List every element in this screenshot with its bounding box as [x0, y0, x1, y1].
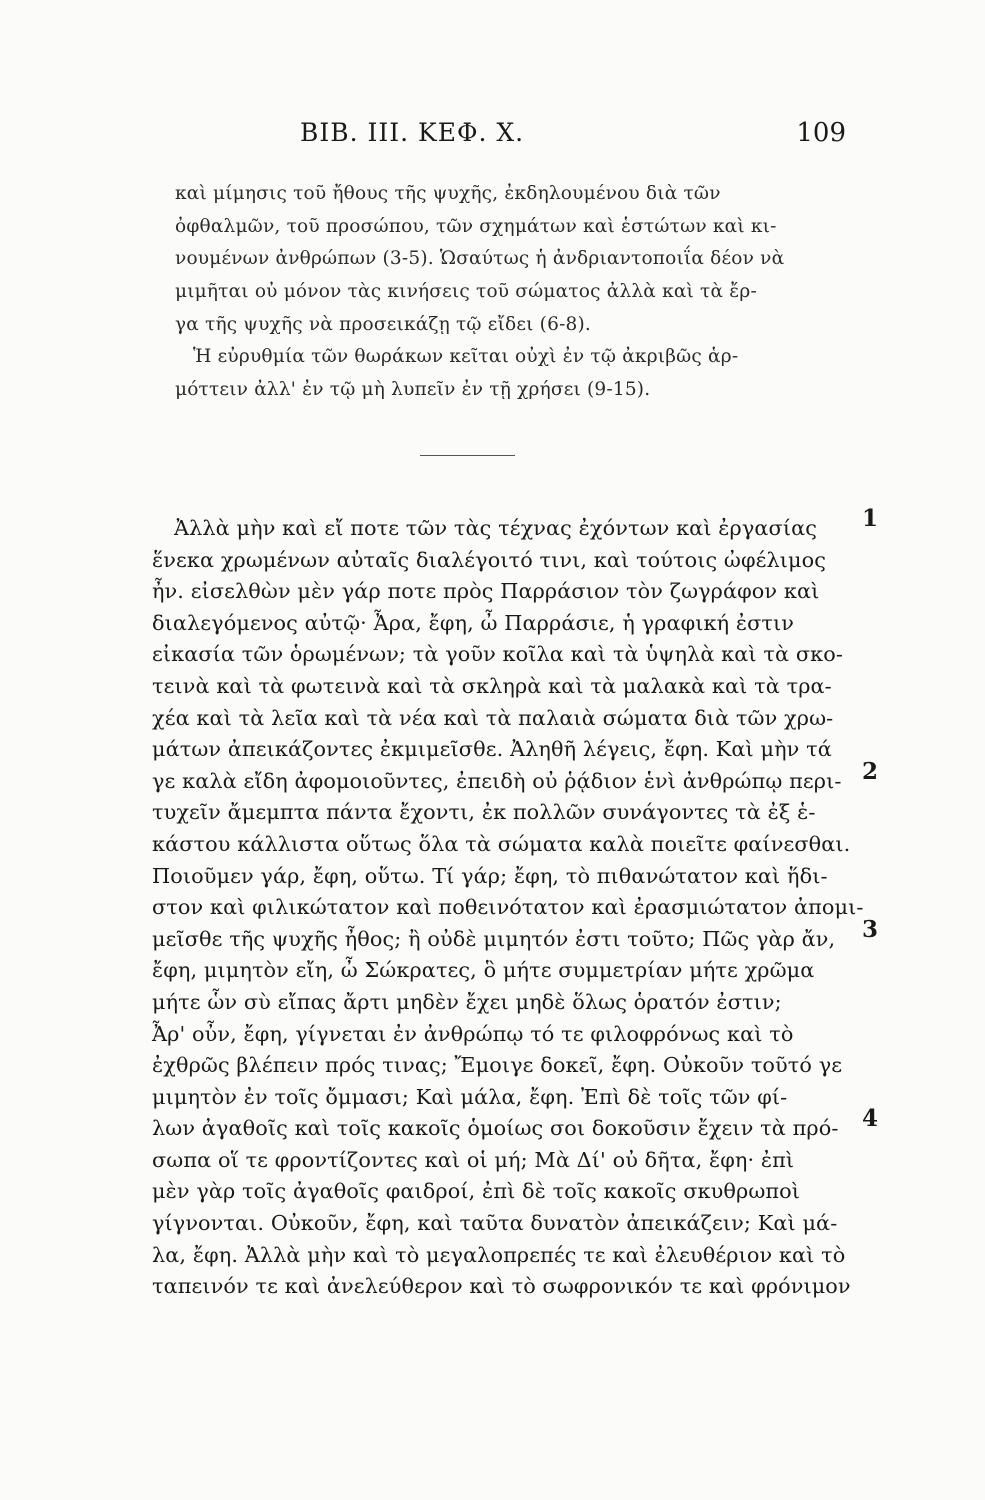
- text-line: μήτε ὧν σὺ εἴπας ἄρτι μηδὲν ἔχει μηδὲ ὅλως ὁρατόν ἐστιν;: [152, 989, 782, 1014]
- text-line: Ποιοῦμεν γάρ, ἔφη, οὕτω. Τί γάρ; ἔφη, τὸ πιθανώτατον καὶ ἥδι-: [152, 863, 828, 888]
- summary-line: μόττειν ἀλλ' ἐν τῷ μὴ λυπεῖν ἐν τῇ χρήσει (9-15).: [175, 379, 651, 401]
- text-line: στον καὶ φιλικώτατον καὶ ποθεινότατον καὶ ἐρασμιώτατον ἀπομι-: [152, 895, 864, 920]
- running-header: [0, 118, 985, 158]
- section-number: 4: [862, 1105, 879, 1132]
- text-line: γε καλὰ εἴδη ἀφομοιοῦντες, ἐπειδὴ οὐ ῥᾴδιον ἑνὶ ἀνθρώπῳ περι-: [152, 768, 842, 793]
- text-line: Ἆρ' οὖν, ἔφη, γίγνεται ἐν ἀνθρώπῳ τό τε φιλοφρόνως καὶ τὸ: [152, 1021, 794, 1046]
- text-line: Ἀλλὰ μὴν καὶ εἴ ποτε τῶν τὰς τέχνας ἐχόντων καὶ ἐργασίας: [174, 516, 817, 540]
- text-line: τυχεῖν ἄμεμπτα πάντα ἔχοντι, ἐκ πολλῶν συνάγοντες τὰ ἐξ ἑ-: [152, 800, 816, 825]
- summary-line: γα τῆς ψυχῆς νὰ προσεικάζῃ τῷ εἴδει (6-8).: [175, 313, 591, 335]
- text-line: μὲν γὰρ τοῖς ἀγαθοῖς φαιδροί, ἐπὶ δὲ τοῖς κακοῖς σκυθρωποὶ: [152, 1179, 801, 1204]
- text-line: γίγνονται. Οὐκοῦν, ἔφη, καὶ ταῦτα δυνατὸν ἀπεικάζειν; Καὶ μά-: [152, 1211, 838, 1236]
- summary-line: μιμῆται οὐ μόνον τὰς κινήσεις τοῦ σώματος ἀλλὰ καὶ τὰ ἔρ-: [175, 281, 757, 303]
- text-line: διαλεγόμενος αὐτῷ· Ἆρα, ἔφη, ὦ Παρράσιε, ἡ γραφική ἐστιν: [152, 610, 795, 635]
- text-line: ἕνεκα χρωμένων αὐταῖς διαλέγοιτό τινι, καὶ τούτοις ὠφέλιμος: [152, 547, 827, 572]
- text-line: λων ἀγαθοῖς καὶ τοῖς κακοῖς ὁμοίως σοι δοκοῦσιν ἔχειν τὰ πρό-: [152, 1116, 839, 1141]
- summary-line: Ἡ εὐρυθμία τῶν θωράκων κεῖται οὐχὶ ἐν τῷ ἀκριβῶς ἁρ-: [193, 346, 739, 368]
- section-number: 3: [862, 916, 879, 943]
- text-line: ἐχθρῶς βλέπειν πρός τινας; Ἔμοιγε δοκεῖ, ἔφη. Οὐκοῦν τοῦτό γε: [152, 1053, 843, 1078]
- summary-line: καὶ μίμησις τοῦ ἤθους τῆς ψυχῆς, ἐκδηλουμένου διὰ τῶν: [175, 183, 721, 204]
- text-line: μεῖσθε τῆς ψυχῆς ἦθος; ἢ οὐδὲ μιμητόν ἐστι τοῦτο; Πῶς γὰρ ἄν,: [152, 926, 836, 951]
- text-line: κάστου κάλλιστα οὕτως ὅλα τὰ σώματα καλὰ ποιεῖτε φαίνεσθαι.: [152, 831, 851, 856]
- page-number: 109: [796, 118, 846, 148]
- text-line: τεινὰ καὶ τὰ φωτεινὰ καὶ τὰ σκληρὰ καὶ τὰ μαλακὰ καὶ τὰ τρα-: [152, 673, 832, 698]
- text-line: εἰκασία τῶν ὁρωμένων; τὰ γοῦν κοῖλα καὶ τὰ ὑψηλὰ καὶ τὰ σκο-: [152, 642, 843, 667]
- text-line: χέα καὶ τὰ λεῖα καὶ τὰ νέα καὶ τὰ παλαιὰ σώματα διὰ τῶν χρω-: [152, 705, 834, 730]
- text-line: μιμητὸν ἐν τοῖς ὄμμασι; Καὶ μάλα, ἔφη. Ἐπὶ δὲ τοῖς τῶν φί-: [152, 1084, 788, 1109]
- main-text: [152, 513, 864, 1303]
- text-line: σωπα οἵ τε φροντίζοντες καὶ οἱ μή; Μὰ Δί' οὐ δῆτα, ἔφη· ἐπὶ: [152, 1147, 795, 1172]
- chapter-summary: [175, 178, 830, 407]
- section-number: 2: [862, 758, 879, 785]
- summary-line: νουμένων ἀνθρώπων (3-5). Ὡσαύτως ἡ ἀνδριαντοποιΐα δέον νὰ: [175, 248, 785, 270]
- text-line: μάτων ἀπεικάζοντες ἐκμιμεῖσθε. Ἀληθῆ λέγεις, ἔφη. Καὶ μὴν τά: [152, 737, 832, 762]
- summary-line: ὀφθαλμῶν, τοῦ προσώπου, τῶν σχημάτων καὶ ἑστώτων καὶ κι-: [175, 215, 777, 237]
- section-divider: [420, 455, 515, 456]
- text-line: λα, ἔφη. Ἀλλὰ μὴν καὶ τὸ μεγαλοπρεπές τε καὶ ἐλευθέριον καὶ τὸ: [152, 1242, 846, 1267]
- text-line: ἦν. εἰσελθὼν μὲν γάρ ποτε πρὸς Παρράσιον τὸν ζωγράφον καὶ: [152, 579, 820, 604]
- section-number: 1: [862, 505, 879, 532]
- text-line: ἔφη, μιμητὸν εἴη, ὦ Σώκρατες, ὃ μήτε συμμετρίαν μήτε χρῶμα: [152, 958, 815, 983]
- running-title: ΒΙΒ. ΙΙΙ. ΚΕΦ. Χ.: [300, 118, 525, 147]
- text-line: ταπεινόν τε καὶ ἀνελεύθερον καὶ τὸ σωφρονικόν τε καὶ φρόνιμον: [152, 1274, 851, 1299]
